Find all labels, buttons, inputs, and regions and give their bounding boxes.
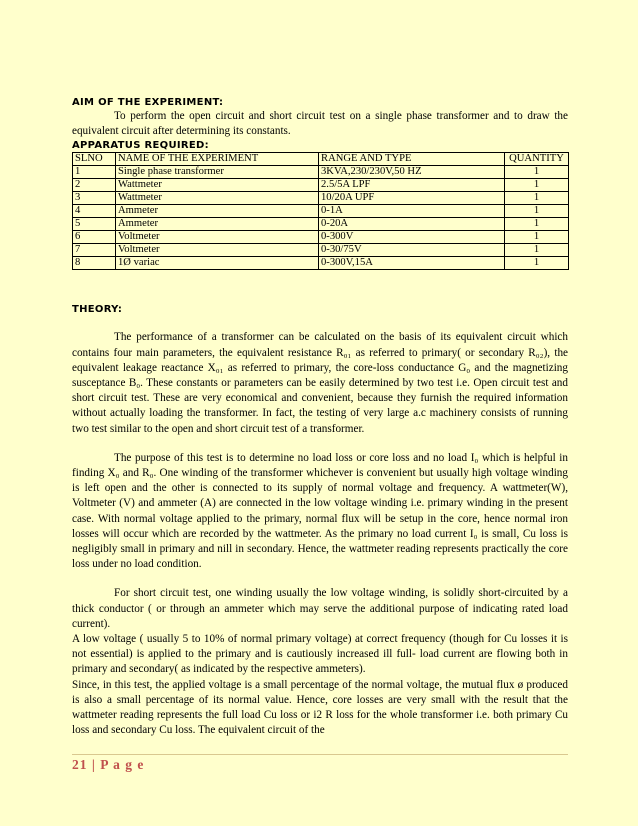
table-cell: 5 <box>73 218 116 231</box>
table-cell: 0-20A <box>319 218 505 231</box>
table-row <box>73 166 569 179</box>
table-row <box>73 218 569 231</box>
table-cell: 6 <box>73 231 116 244</box>
document-page <box>72 96 568 738</box>
aim-heading: AIM OF THE EXPERIMENT: <box>72 97 224 108</box>
table-cell: 0-1A <box>319 205 505 218</box>
page-footer <box>72 757 568 773</box>
table-cell: 1 <box>505 218 569 231</box>
table-row <box>73 179 569 192</box>
table-row <box>73 257 569 270</box>
column-header: SLNO <box>73 153 116 166</box>
footer-divider <box>72 754 568 755</box>
table-header-row <box>73 153 569 166</box>
theory-paragraph-2: The purpose of this test is to determine no load loss or core loss and no load I₀ which is helpful in finding X₀ and R₀. One winding of the transformer whichever is convenient but usually high voltage winding is left open and the other is connected to its supply of normal voltage and frequency. A wattmeter(W), Voltmeter (V) and ammeter (A) are connected in the low voltage winding i.e. primary winding in the present case. With normal voltage applied to the primary, normal flux will be setup in the core, hence normal iron losses will occur which are recorded by the wattmeter. As the primary no load current I₀ is small, Cu loss is negligibly small in primary and nill in secondary. Hence, the wattmeter reading represents practically the core loss under no load condition. <box>72 451 568 571</box>
apparatus-table <box>72 152 569 270</box>
theory-paragraph-4: A low voltage ( usually 5 to 10% of normal primary voltage) at correct frequency (though for Cu losses it is not essential) is applied to the primary and is cautiously increased ill full- load current are flowing both in primary and secondary( as indicated by the respective ammeters). <box>72 633 568 676</box>
table-row <box>73 244 569 257</box>
column-header: NAME OF THE EXPERIMENT <box>116 153 319 166</box>
column-header: RANGE AND TYPE <box>319 153 505 166</box>
table-cell: 8 <box>73 257 116 270</box>
column-header: QUANTITY <box>505 153 569 166</box>
theory-paragraph-1: The performance of a transformer can be calculated on the basis of its equivalent circuit which contains four main parameters, the equivalent resistance R₀₁ as referred to primary( or secondary R₀₂), the equivalent leakage reactance X₀₁ as referred to primary, the core-loss conductance G₀ and the magnetizing susceptance B₀. These constants or parameters can be easily determined by two test i.e. Open circuit test and short circuit test. These are very economical and convenient, because they furnish the required information without actually loading the transformer. In fact, the testing of very large a.c machinery consists of running two test similar to the open and short circuit test of a transformer. <box>72 331 568 435</box>
table-cell: 3 <box>73 192 116 205</box>
table-cell: Wattmeter <box>116 179 319 192</box>
table-cell: Ammeter <box>116 205 319 218</box>
apparatus-table-body <box>73 166 569 270</box>
table-cell: 0-300V <box>319 231 505 244</box>
aim-text: To perform the open circuit and short circuit test on a single phase transformer and to draw the equivalent circuit after determining its constants. <box>72 110 568 138</box>
table-cell: 2.5/5A LPF <box>319 179 505 192</box>
table-cell: 10/20A UPF <box>319 192 505 205</box>
table-cell: 1 <box>505 179 569 192</box>
table-cell: 1 <box>505 205 569 218</box>
table-cell: 7 <box>73 244 116 257</box>
apparatus-heading: APPARATUS REQUIRED: <box>72 140 209 152</box>
theory-heading: THEORY: <box>72 304 123 316</box>
page-number: 21 | P a g e <box>72 757 145 772</box>
table-cell: 3KVA,230/230V,50 HZ <box>319 166 505 179</box>
table-row <box>73 192 569 205</box>
table-cell: 2 <box>73 179 116 192</box>
table-row <box>73 231 569 244</box>
theory-paragraph-3: For short circuit test, one winding usually the low voltage winding, is solidly short-circuited by a thick conductor ( or through an ammeter which may serve the additional purpose of indicating rated load current). <box>72 587 568 630</box>
table-cell: 1Ø variac <box>116 257 319 270</box>
table-cell: 0-30/75V <box>319 244 505 257</box>
table-cell: 1 <box>73 166 116 179</box>
table-cell: Wattmeter <box>116 192 319 205</box>
table-cell: 1 <box>505 231 569 244</box>
table-cell: Single phase transformer <box>116 166 319 179</box>
theory-paragraph-5: Since, in this test, the applied voltage is a small percentage of the normal voltage, the mutual flux ø produced is also a small percentage of its normal value. Hence, core losses are very small with the result that the wattmeter reading represents the full load Cu loss or i2 R loss for the whole transformer i.e. both primary Cu loss and secondary Cu loss. The equivalent circuit of the <box>72 678 568 737</box>
table-cell: 0-300V,15A <box>319 257 505 270</box>
table-cell: 1 <box>505 244 569 257</box>
table-cell: Voltmeter <box>116 231 319 244</box>
table-cell: Ammeter <box>116 218 319 231</box>
table-cell: 1 <box>505 192 569 205</box>
table-cell: Voltmeter <box>116 244 319 257</box>
table-cell: 4 <box>73 205 116 218</box>
table-cell: 1 <box>505 166 569 179</box>
table-row <box>73 205 569 218</box>
table-cell: 1 <box>505 257 569 270</box>
